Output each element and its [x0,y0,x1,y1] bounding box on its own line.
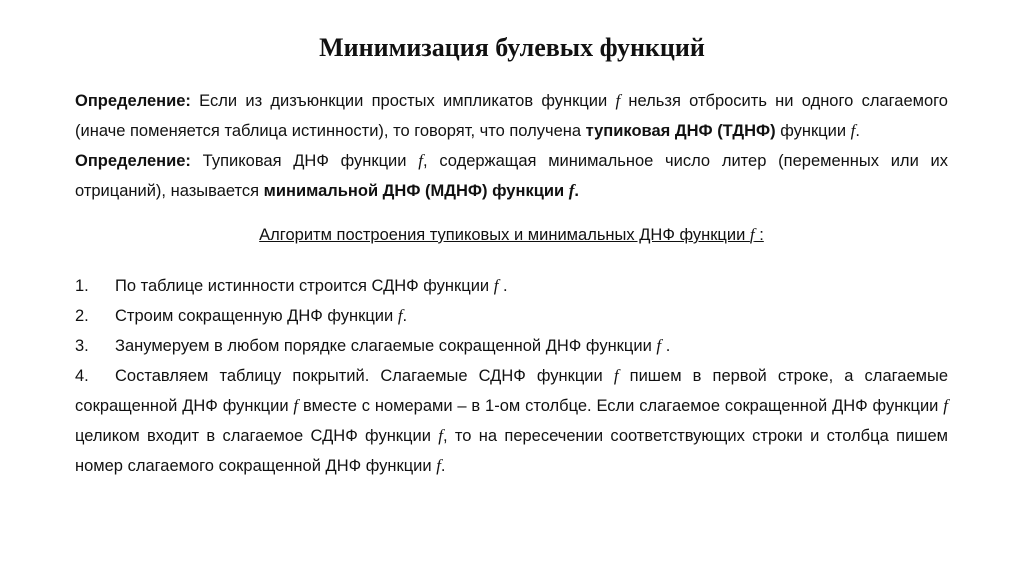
list-item [75,331,948,361]
algorithm-heading-text: Алгоритм построения тупиковых и минимальных ДНФ функции [259,226,750,244]
function-symbol: f [438,426,443,445]
function-symbol: f [943,396,948,415]
item-number: 3. [75,337,89,355]
def1-text2: нельзя отбросить ни одного слагаемого (иначе поменяется таблица истинности), то говорят, что получена [75,92,948,140]
list-item [75,301,948,331]
algorithm-heading-end: : [754,226,764,244]
definition-mdnf [75,146,948,206]
definition-label: Определение: [75,92,191,110]
function-symbol: f [749,225,755,244]
definition-tdnf [75,86,948,146]
def2-text2: , содержащая минимальное число литер (переменных или их отрицаний), называется [75,152,948,200]
list-item [75,271,948,301]
item-number: 1. [75,277,89,295]
algorithm-heading [75,220,948,250]
list-item [75,361,948,481]
def1-text3: функции [775,122,851,140]
item-text: пишем в первой строке, а слагаемые сокращенной ДНФ функции [75,367,949,415]
item-text: , то на пересечении соответствующих строки и столбца пишем номер слагаемого сокращенной ДНФ функции [75,427,948,475]
term-tdnf: тупиковая ДНФ (ТДНФ) [585,122,776,140]
def2-text1: Тупиковая ДНФ функции [190,152,419,170]
function-symbol: f [615,91,621,110]
item-end: . [402,307,408,325]
item-end: . [498,277,508,295]
slide-content [75,86,948,481]
def1-text1: Если из дизъюнкции простых импликатов функции [190,92,616,110]
item-end: . [661,337,671,355]
function-symbol: f [493,276,499,295]
function-symbol: f [568,181,575,200]
def2-end: . [574,182,579,200]
definition-label: Определение: [75,152,191,170]
item-number: 2. [75,307,89,325]
function-symbol: f [436,456,441,475]
function-symbol: f [293,396,299,415]
function-symbol: f [397,306,403,325]
item-text: Занумеруем в любом порядке слагаемые сокращенной ДНФ функции [115,337,657,355]
item-text: Строим сокращенную ДНФ функции [115,307,398,325]
slide-title: Минимизация булевых функций [319,33,705,62]
function-symbol: f [418,151,423,170]
item-text: Составляем таблицу покрытий. Слагаемые СДНФ функции [115,367,614,385]
term-mdnf: минимальной ДНФ (МДНФ) функции [263,182,569,200]
item-number: 4. [75,367,89,385]
function-symbol: f [613,366,619,385]
function-symbol: f [850,121,856,140]
function-symbol: f [656,336,662,355]
item-text: По таблице истинности строится СДНФ функции [115,277,494,295]
item-text: целиком входит в слагаемое СДНФ функции [75,427,439,445]
def1-end: . [855,122,860,140]
item-end: . [440,457,446,475]
item-text: вместе с номерами – в 1-ом столбце. Если слагаемое сокращенной ДНФ функции [298,397,944,415]
